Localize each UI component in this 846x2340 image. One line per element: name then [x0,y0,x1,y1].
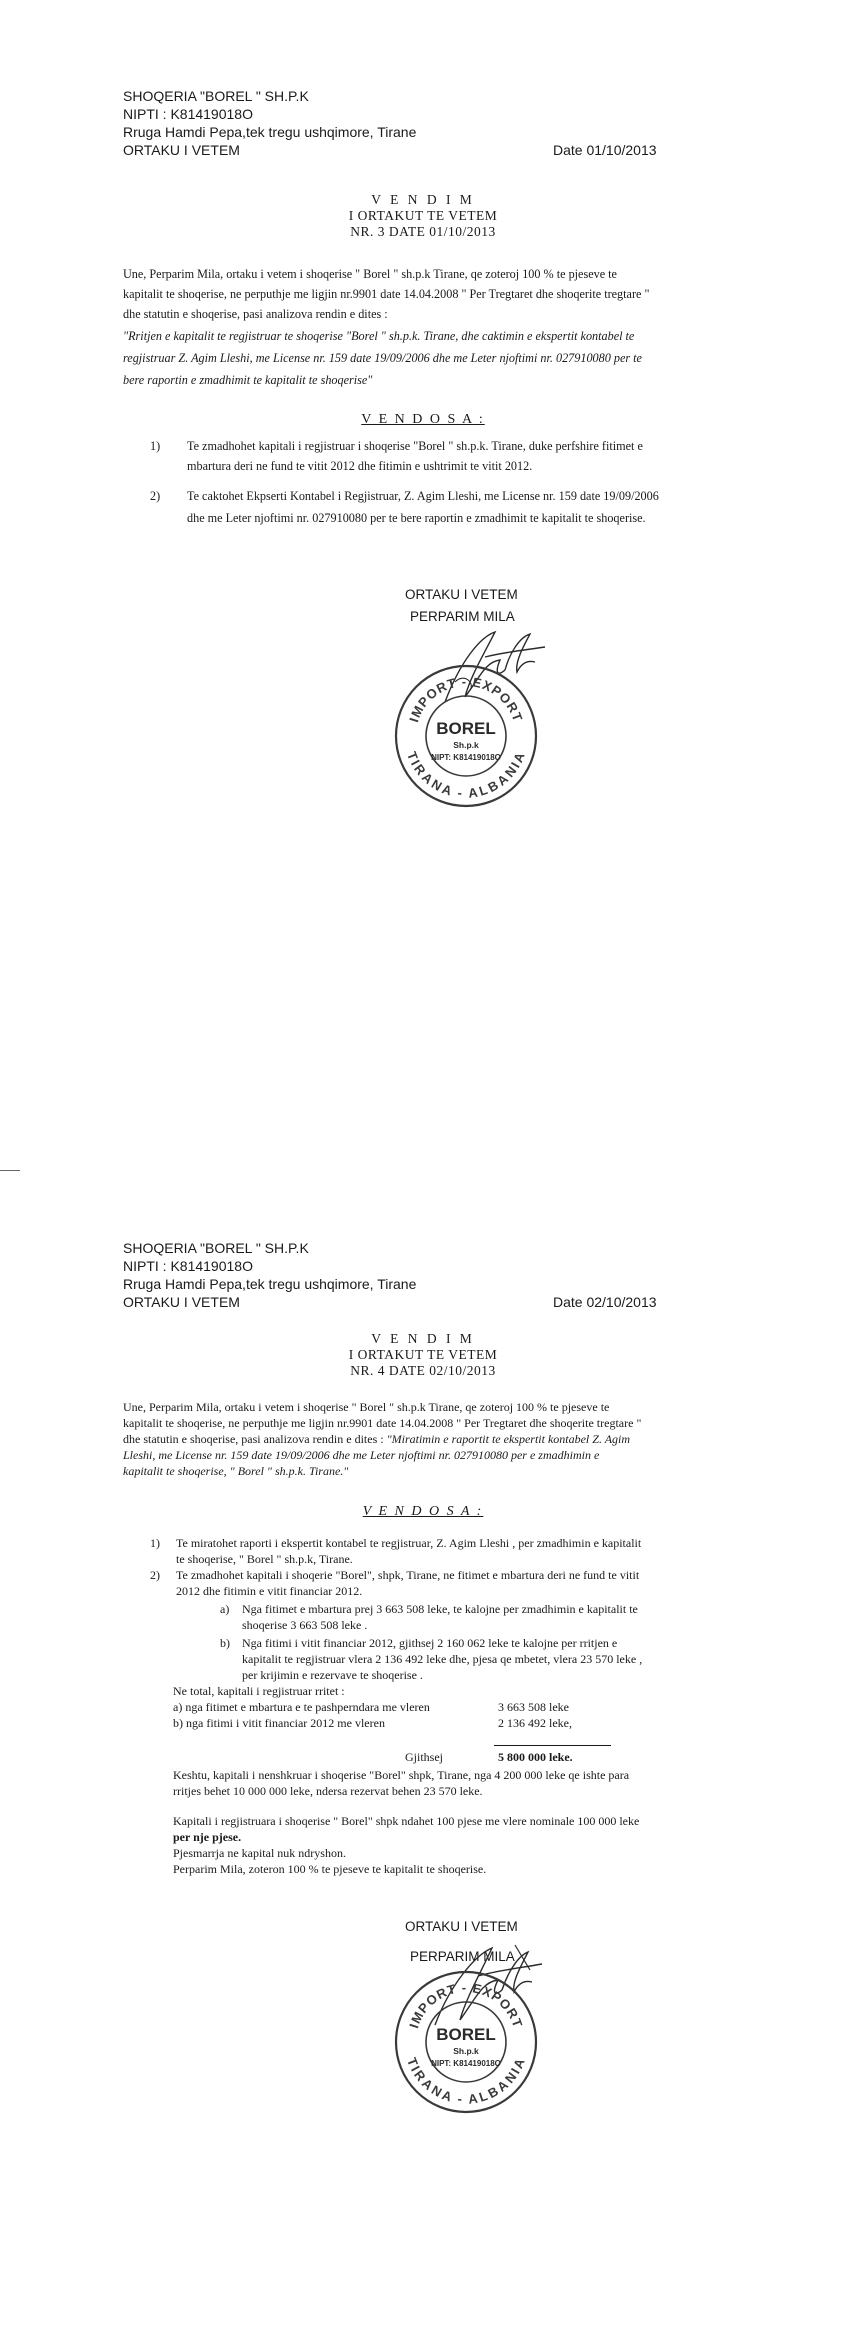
shares-line-1: Kapitali i regjistruara i shoqerise " Borel" shpk ndahet 100 pjese me vlere nominale 100 000 leke [173,1814,640,1828]
agenda-line-1: Lleshi, me License nr. 159 date 19/09/2006 dhe me Leter njoftimi nr. 027910080 per e zmadhimin e [123,1448,600,1462]
stamp-top-text: IMPORT - EXPORT [406,1979,526,2031]
item-line: Te caktohet Ekpserti Kontabel i Regjistruar, Z. Agim Lleshi, me License nr. 159 date 19/09/2006 [187,489,659,503]
decision-title: V E N D I M [371,192,475,207]
item-number: 2) [150,489,161,503]
item-line: Te miratohet raporti i ekspertit kontabel te regjistruar, Z. Agim Lleshi , per zmadhimin e kapitalit [176,1536,642,1550]
stamp-bottom-text: TIRANA - ALBANIA [404,2055,528,2107]
intro-line-2: kapitalit te shoqerise, ne perputhje me ligjin nr.9901 date 14.04.2008 " Per Tregtaret dhe shoqerite tregtare " [123,287,650,301]
company-address: Rruga Hamdi Pepa,tek tregu ushqimore, Tirane [123,1276,417,1292]
item-number: 1) [150,1536,160,1550]
participation-line: Pjesmarrja ne kapital nuk ndryshon. [173,1846,346,1860]
document-date: Date 01/10/2013 [553,142,657,158]
decision-number: NR. 4 DATE 02/10/2013 [350,1363,496,1378]
company-address: Rruga Hamdi Pepa,tek tregu ushqimore, Tirane [123,124,417,140]
sub-item-line: Nga fitimet e mbartura prej 3 663 508 leke, te kalojne per zmadhimin e kapitalit te [242,1602,638,1616]
stamp-nipt: NIPT: K81419018O [431,753,501,762]
total-value: 5 800 000 leke. [498,1750,573,1764]
item-number: 2) [150,1568,160,1582]
company-nipt: NIPTI : K81419018O [123,106,253,122]
decision-number: NR. 3 DATE 01/10/2013 [350,224,496,239]
item-line: mbartura deri ne fund te vitit 2012 dhe fitimin e ushtrimit te vitit 2012. [187,459,533,473]
agenda-line-2: regjistruar Z. Agim Lleshi, me License nr. 159 date 19/09/2006 dhe me Leter njoftimi nr. 027910080 per te [123,351,642,365]
total-a-value: 3 663 508 leke [498,1700,569,1714]
item-line: dhe me Leter njoftimi nr. 027910080 per te bere raportin e zmadhimit te kapitalit te shoqerise. [187,511,646,525]
intro-line-1: Une, Perparim Mila, ortaku i vetem i shoqerise " Borel " sh.p.k Tirane, qe zoteroj 100 % te pjeseve te [123,267,617,281]
ownership-line: Perparim Mila, zoteron 100 % te pjeseve te kapitalit te shoqerise. [173,1862,487,1876]
vendosa-heading: V E N D O S A : [361,412,485,427]
stamp-form: Sh.p.k [453,2046,479,2056]
total-label: Gjithsej [405,1750,443,1764]
agenda-line-2: kapitalit te shoqerise, " Borel " sh.p.k. Tirane." [123,1464,349,1478]
total-b-value: 2 136 492 leke, [498,1716,572,1730]
agenda-line-3: bere raportin e zmadhimit te kapitalit te shoqerise" [123,373,373,387]
agenda-line-1: "Rritjen e kapitalit te regjistruar te shoqerise "Borel " sh.p.k. Tirane, dhe caktimin e ekspertit kontabel te [123,329,635,343]
sub-item-label: a) [220,1602,230,1616]
intro-line-3: dhe statutin e shoqerise, pasi analizova rendin e dites : [123,307,388,321]
item-line: Te zmadhohet kapitali i shoqerie "Borel", shpk, Tirane, ne fitimet e mbartura deri ne fund te vitit [176,1568,640,1582]
decision-subtitle: I ORTAKUT TE VETEM [348,1347,498,1362]
capital-line-2: rritjes behet 10 000 000 leke, ndersa rezervat behen 23 570 leke. [173,1784,483,1798]
shares-line-2: per nje pjese. [173,1830,242,1844]
company-name: SHOQERIA "BOREL " SH.P.K [123,88,309,104]
stamp-brand: BOREL [436,2025,496,2044]
company-nipt: NIPTI : K81419018O [123,1258,253,1274]
intro-line-1: Une, Perparim Mila, ortaku i vetem i shoqerise " Borel " sh.p.k Tirane, qe zoteroj 100 % te pjeseve te [123,1400,610,1414]
item-line: Te zmadhohet kapitali i regjistruar i shoqerise "Borel " sh.p.k. Tirane, duke perfshire fitimet e [187,439,643,453]
svg-text:IMPORT - EXPORT [406,674,526,724]
stamp-brand: BOREL [436,719,496,738]
item-line: te shoqerise, " Borel " sh.p.k, Tirane. [176,1552,353,1566]
sender-role: ORTAKU I VETEM [123,142,240,158]
intro-line-2: kapitalit te shoqerise, ne perputhje me ligjin nr.9901 date 14.04.2008 " Per Tregtaret dhe shoqerite tregtare " [123,1416,642,1430]
sub-item-line: Nga fitimi i vitit financiar 2012, gjithsej 2 160 062 leke te kalojne per rritjen e [242,1636,618,1650]
signatory-role: ORTAKU I VETEM [405,1919,518,1934]
signatory-name: PERPARIM MILA [410,1949,515,1964]
total-b-label: b) nga fitimi i vitit financiar 2012 me vleren [173,1716,385,1730]
sub-item-label: b) [220,1636,230,1650]
document-date: Date 02/10/2013 [553,1294,657,1310]
stamp-form: Sh.p.k [453,740,479,750]
sub-item-line: per krijimin e rezervave te shoqerise . [242,1668,423,1682]
capital-line-1: Keshtu, kapitali i nenshkruar i shoqerise "Borel" shpk, Tirane, nga 4 200 000 leke qe ishte para [173,1768,630,1782]
stamp-bottom-text: TIRANA - ALBANIA [404,749,528,801]
intro-line-3: dhe statutin e shoqerise, pasi analizova rendin e dites : "Miratimin e raportit te ekspertit kontabel Z. Agim [123,1432,631,1446]
company-name: SHOQERIA "BOREL " SH.P.K [123,1240,309,1256]
vendosa-heading: V E N D O S A : [362,1504,484,1519]
signatory-role: ORTAKU I VETEM [405,587,518,602]
item-number: 1) [150,439,161,453]
company-stamp [392,662,540,810]
stamp-top-text: IMPORT - EXPORT [406,673,526,725]
document-page-2 [0,1170,846,2340]
company-stamp [392,1968,540,2116]
sub-item-line: shoqerise 3 663 508 leke . [242,1618,368,1632]
total-intro: Ne total, kapitali i regjistruar rritet : [173,1684,345,1698]
total-rule [494,1745,611,1746]
svg-text:IMPORT - EXPORT [406,1980,526,2030]
sender-role: ORTAKU I VETEM [123,1294,240,1310]
decision-subtitle: I ORTAKUT TE VETEM [348,208,498,223]
signatory-name: PERPARIM MILA [410,609,515,624]
total-a-label: a) nga fitimet e mbartura e te pashperndara me vleren [173,1700,430,1714]
item-line: 2012 dhe fitimin e vitit financiar 2012. [176,1584,363,1598]
stamp-nipt: NIPT: K81419018O [431,2059,501,2068]
sub-item-line: kapitalit te regjistruar vlera 2 136 492 leke dhe, pjesa qe mbetet, vlera 23 570 leke , [242,1652,643,1666]
decision-title: V E N D I M [371,1331,475,1346]
